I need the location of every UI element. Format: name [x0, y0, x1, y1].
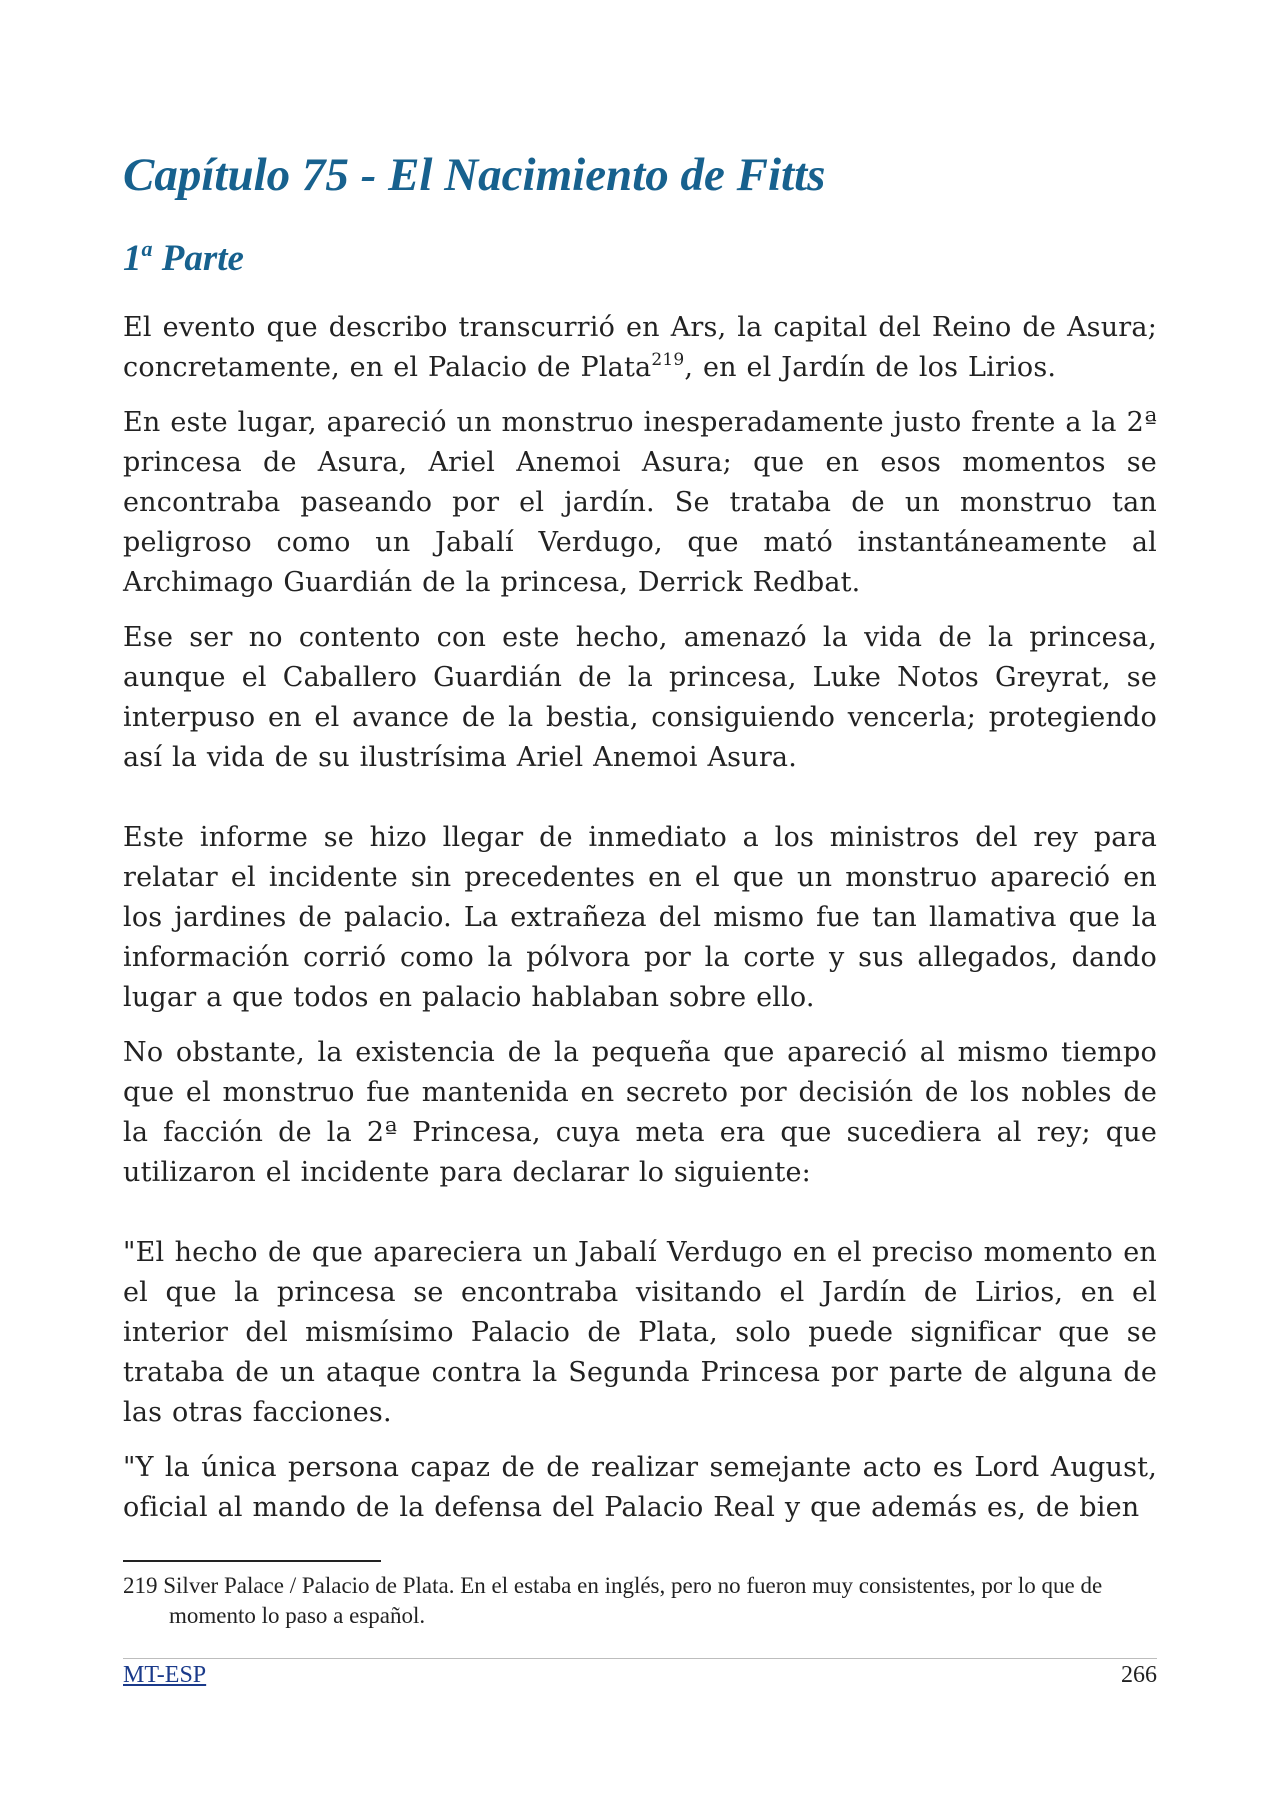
footnote-reference[interactable]: 219: [651, 350, 685, 370]
footer-link[interactable]: MT-ESP: [123, 1662, 207, 1688]
footnote-separator: [123, 1560, 381, 1562]
page-number: 266: [1121, 1662, 1157, 1688]
paragraph-7: "Y la única persona capaz de de realizar semejante acto es Lord August, oficial al mando de la defensa del Palacio Real y que además es, de bien: [123, 1452, 1157, 1523]
paragraph-2: En este lugar, apareció un monstruo inesperadamente justo frente a la 2ª princesa de Asura, Ariel Anemoi Asura; que en esos momentos se encontraba paseando por el jardín. Se trataba de un monstruo tan peligroso como un Jabalí Verdugo, que mató instantáneamente al Archimago Guardián de la princesa, Derrick Redbat.: [123, 407, 1157, 598]
paragraph-4: Este informe se hizo llegar de inmediato a los ministros del rey para relatar el incidente sin precedentes en el que un monstruo apareció en los jardines de palacio. La extrañeza del mismo fue tan llamativa que la información corrió como la pólvora por la corte y sus allegados, dando lugar a que todos en palacio hablaban sobre ello.: [123, 822, 1157, 1013]
paragraph-3: Ese ser no contento con este hecho, amenazó la vida de la princesa, aunque el Caballero Guardián de la princesa, Luke Notos Greyrat, se interpuso en el avance de la bestia, consiguiendo vencerla; protegiendo así la vida de su ilustrísima Ariel Anemoi Asura.: [123, 622, 1157, 773]
part-ordinal: a: [141, 236, 153, 261]
footnote: 219 Silver Palace / Palacio de Plata. En el estaba en inglés, pero no fueron muy consistentes, por lo que de momento lo paso a español.: [123, 1573, 1103, 1628]
part-title: [123, 236, 244, 282]
footer-divider: [123, 1658, 1157, 1659]
paragraph-5: No obstante, la existencia de la pequeña que apareció al mismo tiempo que el monstruo fue mantenida en secreto por decisión de los nobles de la facción de la 2ª Princesa, cuya meta era que sucediera al rey; que utilizaron el incidente para declarar lo siguiente:: [123, 1037, 1157, 1188]
paragraph-1-text: El evento que describo transcurrió en Ars, la capital del Reino de Asura; concretamente, en el Palacio de Plata: [123, 312, 1157, 383]
chapter-title: Capítulo 75 - El Nacimiento de Fitts: [123, 149, 826, 201]
paragraph-1: [123, 308, 1157, 388]
document-page: [123, 0, 1157, 1811]
paragraph-6: "El hecho de que apareciera un Jabalí Verdugo en el preciso momento en el que la princesa se encontraba visitando el Jardín de Lirios, en el interior del mismísimo Palacio de Plata, solo puede significar que se trataba de un ataque contra la Segunda Princesa por parte de alguna de las otras facciones.: [123, 1237, 1157, 1428]
body-text: [123, 308, 1157, 1543]
part-label: Parte: [161, 238, 244, 279]
part-number: 1: [123, 238, 142, 279]
paragraph-1-text-end: , en el Jardín de los Lirios.: [684, 352, 1057, 383]
